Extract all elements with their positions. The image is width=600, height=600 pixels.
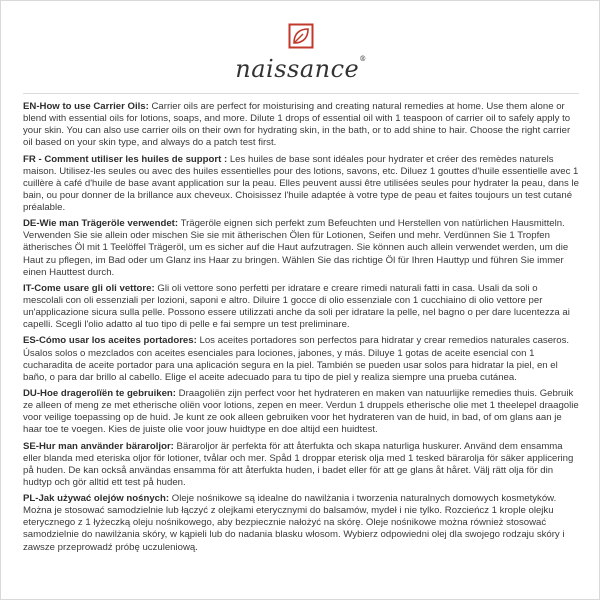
- instructions-body: [23, 101, 579, 558]
- brand-wordmark: naissance®: [235, 55, 367, 83]
- section-se: [23, 441, 579, 489]
- section-heading: DU-Hoe dragerolïën te gebruiken:: [23, 388, 176, 399]
- section-pl: [23, 493, 579, 553]
- leaf-logo-icon: [288, 23, 314, 49]
- section-text: Trägeröle eignen sich perfekt zum Befeuchten und Herstellen von natürlichen Hausmitteln. Verwenden Sie sie allein oder mischen Sie sie mit ätherischen Ölen für Lotionen, Seifen und mehr. Verdünnen Sie 1 Tropfen ätherisches Öl mit 1 Teelöffel Trägeröl, um es sicher auf die Haut aufzutragen. Sie können auch allein verwendet werden, um die Haut zu pflegen, im Bad oder um Glanz ins Haar zu bringen. Wählen Sie das richtige Öl für Ihren Hauttyp und führen Sie immer einen Hauttest durch.: [23, 218, 569, 278]
- section-heading: SE-Hur man använder bäraroljor:: [23, 440, 174, 452]
- section-heading: PL-Jak używać olejów nośnych:: [23, 493, 170, 505]
- section-heading: FR - Comment utiliser les huiles de support :: [23, 153, 228, 165]
- section-es: [23, 335, 579, 383]
- section-text: Bäraroljor är perfekta för att återfukta och skapa naturliga huskurer. Använd dem ensamma eller blanda med eteriska oljor för lotioner, tvålar och mer. Spåd 1 droppar eterisk olja med 1 tesked bärarolja för säker applicering på huden. De kan också användas ensamma för att återfukta huden, i badet eller för att ge glans åt håret. Välj rätt olja för din hudtyp och gör alltid ett test på huden.: [23, 440, 574, 488]
- section-en: [23, 101, 579, 149]
- brand-header: [1, 23, 600, 83]
- section-heading: ES-Cómo usar los aceites portadores:: [23, 335, 197, 347]
- section-text: Draagoliën zijn perfect voor het hydrateren en maken van natuurlijke remedies thuis. Gebruik ze alleen of meng ze met etherische oliën voor lotions, zepen en meer. Verdun 1 druppels etherische olie met 1 theelepel draagolie voor veilige toepassing op de huid. Je kunt ze ook alleen gebruiken voor het hydrateren van de huid, in bad, of om glans aan je haar toe te voegen. Kies de juiste olie voor jouw huidtype en doe altijd een huidtest.: [23, 388, 579, 436]
- section-text: Oleje nośnikowe są idealne do nawilżania i tworzenia naturalnych domowych kosmetyków. Można je stosować samodzielnie lub łączyć z olejkami eterycznymi do balsamów, mydeł i nie tylko. Rozcieńcz 1 krople olejku eterycznego z 1 łyżeczką oleju nośnikowego, aby bezpiecznie nałożyć na skórę. Oleje nośnikowe można również stosować samodzielnie do nawilżania skóry, w kąpieli lub do nadania blasku włosom. Wybierz odpowiedni olej dla swojego rodzaju skóry i zawsze przeprowadź próbę uczuleniową.: [23, 493, 565, 553]
- section-heading: IT-Come usare gli oli vettore:: [23, 282, 155, 294]
- section-de: [23, 218, 579, 278]
- section-text: Los aceites portadores son perfectos para hidratar y crear remedios naturales caseros. Úsalos solos o mezclados con aceites esenciales para lociones, jabones, y más. Diluye 1 gotas de aceite esencial con 1 cucharadita de aceite portador para una aplicación segura en la piel. También se pueden usar solos para hidratar la piel, en el baño, o para dar brillo al cabello. Elige el aceite adecuado para tu tipo de piel y realiza siempre una prueba cutánea.: [23, 335, 570, 383]
- section-it: [23, 283, 579, 331]
- section-text: Gli oli vettore sono perfetti per idratare e creare rimedi naturali fatti in casa. Usali da soli o mescolali con oli essenziali per lozioni, saponi e altro. Diluire 1 gocce di olio essenziale con 1 cucchiaino di olio vettore per un'applicazione sicura sulla pelle. Possono essere utilizzati anche da soli per idratare la pelle, nel bagno o per dare lucentezza ai capelli. Scegli l'olio adatto al tuo tipo di pelle e fai sempre un test preliminare.: [23, 282, 570, 331]
- section-fr: [23, 154, 579, 214]
- header-divider: [23, 93, 579, 94]
- section-text: Les huiles de base sont idéales pour hydrater et créer des remèdes naturels maison. Utilisez-les seules ou avec des huiles essentielles pour des lotions, savons, etc. Diluez 1 gouttes d'huile essentielle avec 1 cuillère à café d'huile de base avant application sur la peau. Elles peuvent aussi être utilisées seules pour hydrater la peau, dans le bain, ou pour donner de la brillance aux cheveux. Choisissez l'huile adaptée à votre type de peau et faites toujours un test cutané préalable.: [23, 153, 579, 213]
- section-text: Carrier oils are perfect for moisturising and creating natural remedies at home. Use them alone or blend with essential oils for lotions, soaps, and more. Dilute 1 drops of essential oil with 1 teaspoon of carrier oil to safely apply to your skin. You can also use carrier oils on their own for hydrating skin, in the bath, or to add shine to hair. Choose the right carrier oil based on your skin type, and always do a patch test first.: [23, 101, 571, 149]
- section-heading: EN-How to use Carrier Oils:: [23, 101, 149, 112]
- section-du: [23, 388, 579, 436]
- section-heading: DE-Wie man Trägeröle verwendet:: [23, 218, 179, 230]
